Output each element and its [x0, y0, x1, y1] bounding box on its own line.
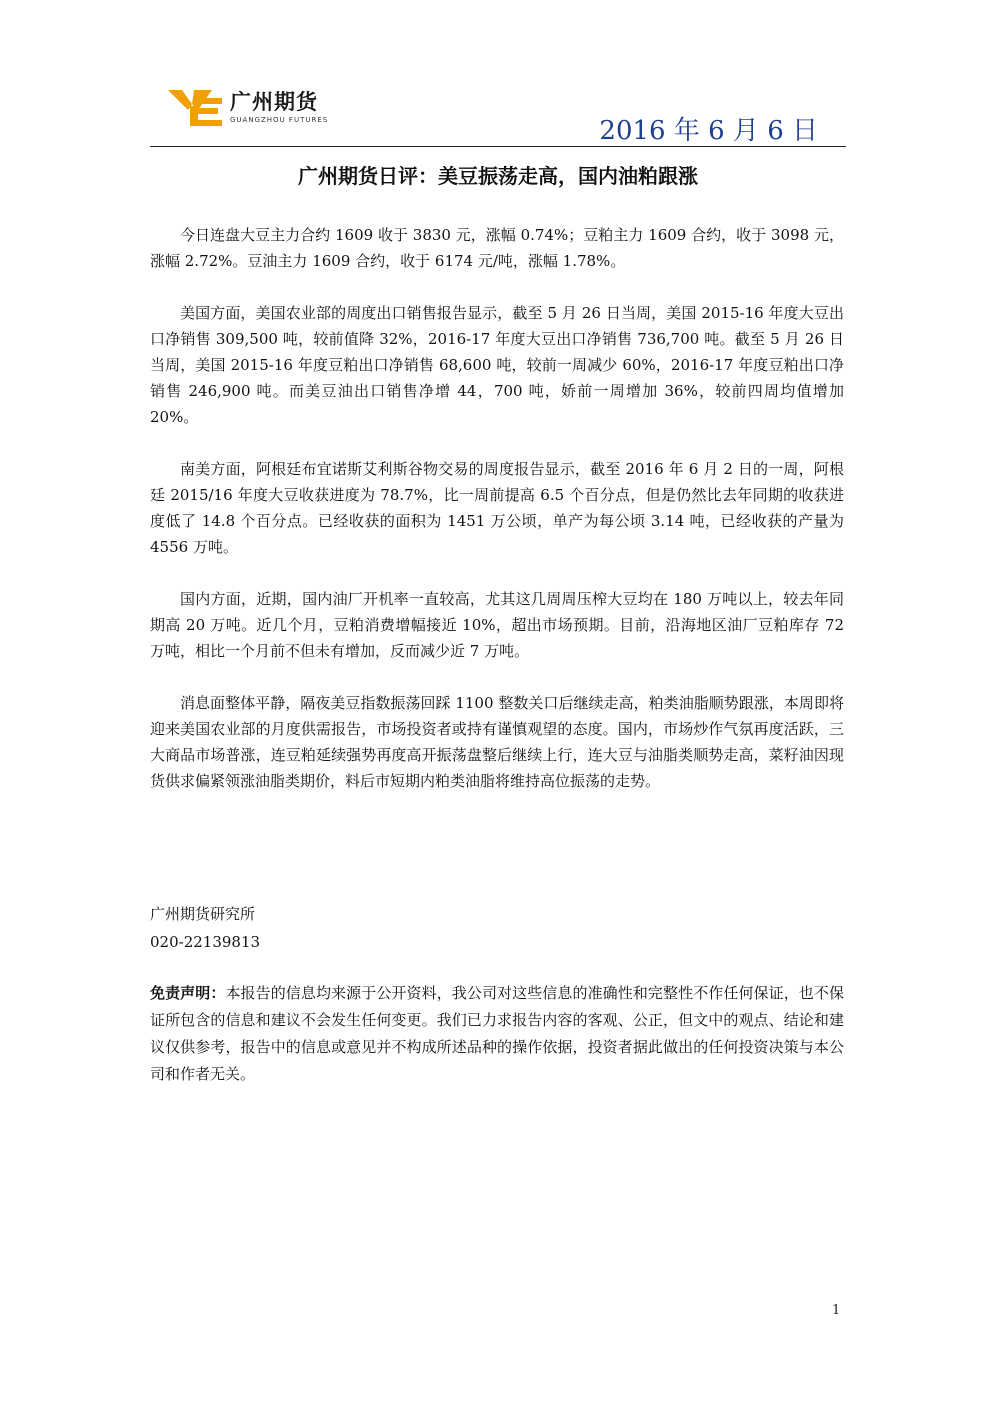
- disclaimer-text: 本报告的信息均来源于公开资料，我公司对这些信息的准确性和完整性不作任何保证，也不保证所包含的信息和建议不会发生任何变更。我们已力求报告内容的客观、公正，但文中的观点、结论和建议仅供参考，报告中的信息或意见并不构成所述品种的操作依据，投资者据此做出的任何投资决策与本公司和作者无关。: [150, 984, 844, 1083]
- research-institute: 广州期货研究所: [150, 905, 256, 923]
- report-body: [150, 222, 844, 820]
- report-date: 2016 年 6 月 6 日: [599, 116, 818, 146]
- paragraph-south-america: 南美方面，阿根廷布宜诺斯艾利斯谷物交易的周度报告显示，截至 2016 年 6 月 2 日的一周，阿根廷 2015/16 年度大豆收获进度为 78.7%，比一周前提高 6.5 个百分点，但是仍然比去年同期的收获进度低了 14.8 个百分点。已经收获的面积为 1451 万公顷，单产为每公顷 3.14 吨，已经收获的产量为 4556 万吨。: [150, 460, 844, 556]
- page-number: 1: [832, 1303, 841, 1318]
- paragraph-outlook: 消息面整体平静，隔夜美豆指数振荡回踩 1100 整数关口后继续走高，粕类油脂顺势跟涨，本周即将迎来美国农业部的月度供需报告，市场投资者或持有谨慎观望的态度。国内，市场炒作气氛再度活跃，三大商品市场普涨，连豆粕延续强势再度高开振荡盘整后继续上行，连大豆与油脂类顺势走高，菜籽油因现货供求偏紧领涨油脂类期价，料后市短期内粕类油脂将维持高位振荡的走势。: [150, 694, 844, 790]
- header-divider: [150, 146, 846, 147]
- contact-block: [150, 900, 844, 956]
- logo-name: 广州期货: [230, 90, 318, 114]
- paragraph-domestic: 国内方面，近期，国内油厂开机率一直较高，尤其这几周周压榨大豆均在 180 万吨以上，较去年同期高 20 万吨。近几个月，豆粕消费增幅接近 10%，超出市场预期。目前，沿海地区油厂豆粕库存 72 万吨，相比一个月前不但未有增加，反而减少近 7 万吨。: [150, 590, 844, 660]
- logo-mark-icon: [168, 86, 224, 130]
- disclaimer: [150, 980, 844, 1088]
- disclaimer-label: 免责声明：: [150, 984, 226, 1002]
- report-title: 广州期货日评：美豆振荡走高，国内油粕跟涨: [298, 164, 698, 188]
- company-logo: [168, 86, 348, 130]
- paragraph-us-market: 美国方面，美国农业部的周度出口销售报告显示，截至 5 月 26 日当周，美国 2015-16 年度大豆出口净销售 309,500 吨，较前值降 32%，2016-17 年度大豆出口净销售 736,700 吨。截至 5 月 26 日当周，美国 2015-16 年度豆粕出口净销售 68,600 吨，较前一周减少 60%，2016-17 年度豆粕出口净销售 246,900 吨。而美豆油出口销售净增 44，700 吨，娇前一周增加 36%，较前四周均值增加 20%。: [150, 304, 844, 426]
- page-header: [150, 80, 846, 148]
- paragraph-market-close: 今日连盘大豆主力合约 1609 收于 3830 元，涨幅 0.74%；豆粕主力 1609 合约，收于 3098 元，涨幅 2.72%。豆油主力 1609 合约，收于 6174 元/吨，涨幅 1.78%。: [150, 226, 844, 270]
- contact-phone: 020-22139813: [150, 933, 261, 951]
- logo-subtitle: GUANGZHOU FUTURES: [230, 116, 329, 124]
